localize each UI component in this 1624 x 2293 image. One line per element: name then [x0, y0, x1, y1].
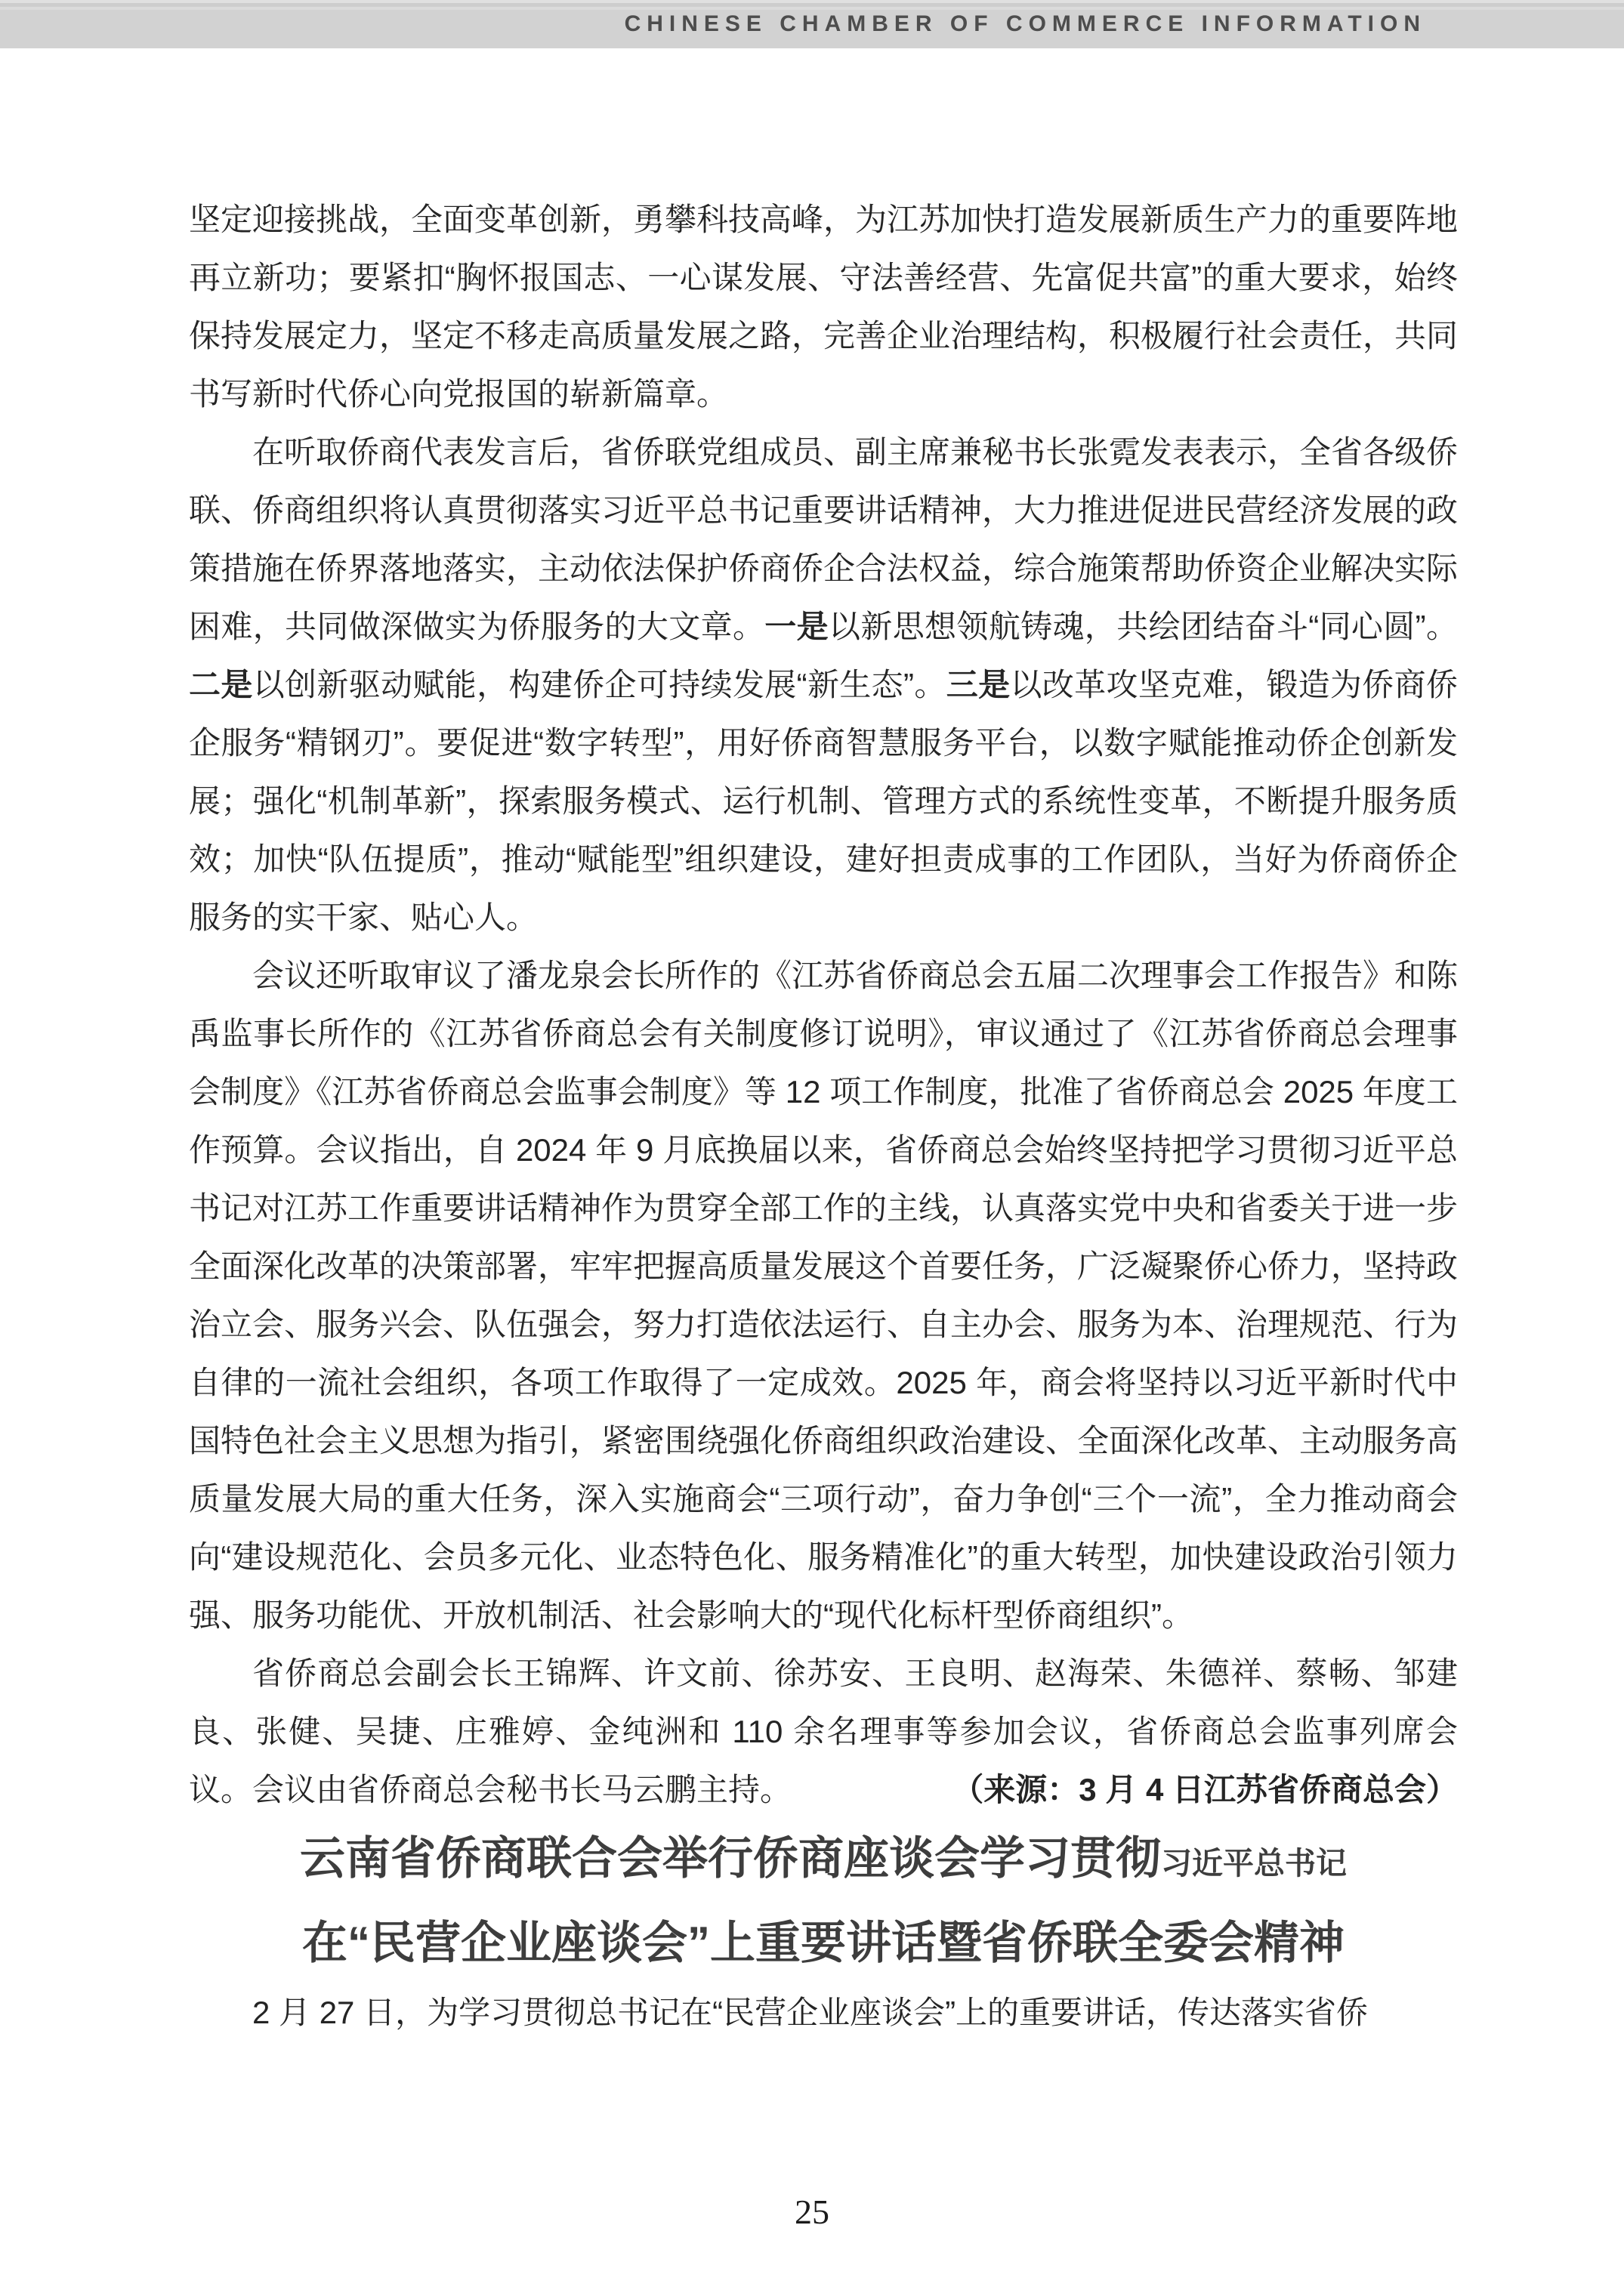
title-small-text: 习近平总书记 — [1161, 1846, 1347, 1881]
paragraph-continuation: 坚定迎接挑战，全面变革创新，勇攀科技高峰，为江苏加快打造发展新质生产力的重要阵地再立新功；要紧扣“胸怀报国志、一心谋发展、守法善经营、先富促共富”的重大要求，始终保持发展定力，坚定不移走高质量发展之路，完善企业治理结构，积极履行社会责任，共同书写新时代侨心向党报国的崭新篇章。 — [189, 202, 1459, 412]
text-run: 省侨商总会副会长王锦辉、许文前、徐苏安、王良明、赵海荣、朱德祥、蔡畅、邹建良、张健、吴捷、庄雅婷、金纯洲和 110 余名理事等参加会议，省侨商总会监事列席会议。会议由省侨商总会秘书长马云鹏主持。 — [189, 1656, 1458, 1807]
text-run: 以新思想领航铸魂，共绘团结奋斗“同心圆”。 — [829, 609, 1458, 644]
article2-title-line2: 在“民营企业座谈会”上重要讲话暨省侨联全委会精神 — [302, 1918, 1345, 1968]
article-body — [189, 190, 1458, 2041]
paragraph-meeting-report: 会议还听取审议了潘龙泉会长所作的《江苏省侨商总会五届二次理事会工作报告》和陈禹监事长所作的《江苏省侨商总会有关制度修订说明》，审议通过了《江苏省侨商总会理事会制度》《江苏省侨商总会监事会制度》等 12 项工作制度，批准了省侨商总会 2025 年度工作预算。会议指出，自 2024 年 9 月底换届以来，省侨商总会始终坚持把学习贯彻习近平总书记对江苏工作重要讲话精神作为贯穿全部工作的主线，认真落实党中央和省委关于进一步全面深化改革的决策部署，牢牢把握高质量发展这个首要任务，广泛凝聚侨心侨力，坚持政治立会、服务兴会、队伍强会，努力打造依法运行、自主办会、服务为本、治理规范、行为自律的一流社会组织，各项工作取得了一定成效。2025 年，商会将坚持以习近平新时代中国特色社会主义思想为指引，紧密围绕强化侨商组织政治建设、全面深化改革、主动服务高质量发展大局的重大任务，深入实施商会“三项行动”，奋力争创“三个一流”，全力推动商会向“建设规范化、会员多元化、业态特色化、服务精准化”的重大转型，加快建设政治引领力强、服务功能优、开放机制活、社会影响大的“现代化标杆型侨商组织”。 — [189, 958, 1459, 1633]
banner-stripe-band — [0, 0, 1624, 10]
text-run-emphasis: 一是 — [764, 609, 829, 644]
paragraph-speech — [189, 423, 1458, 946]
text-run-emphasis: 二是 — [189, 667, 253, 702]
stripe-line — [0, 7, 1624, 10]
article2-first-paragraph: 2 月 27 日，为学习贯彻总书记在“民营企业座谈会”上的重要讲话，传达落实省侨 — [252, 1995, 1369, 2030]
paragraph-attendees — [189, 1644, 1458, 1819]
text-run: 以改革攻坚克难，锻造为侨商侨企服务“精钢刃”。要促进“数字转型”，用好侨商智慧服务平台，以数字赋能推动侨企创新发展；强化“机制革新”，探索服务模式、运行机制、管理方式的系统性变革，不断提升服务质效；加快“队伍提质”，推动“赋能型”组织建设，建好担责成事的工作团队，当好为侨商侨企服务的实干家、贴心人。 — [189, 667, 1458, 935]
text-run-emphasis: 三是 — [946, 667, 1011, 702]
text-run: 在听取侨商代表发言后，省侨联党组成员、副主席兼秘书长张霓发表表示，全省各级侨联、侨商组织将认真贯彻落实习近平总书记重要讲话精神，大力推进促进民营经济发展的政策措施在侨界落地落实，主动依法保护侨商侨企合法权益，综合施策帮助侨资企业解决实际困难，共同做深做实为侨服务的大文章。 — [189, 434, 1459, 644]
page-number: 25 — [795, 2193, 829, 2231]
source-note: （来源：3 月 4 日江苏省侨商总会） — [952, 1772, 1458, 1807]
article2-title-line1 — [189, 1819, 1458, 1903]
banner-title: CHINESE CHAMBER OF COMMERCE INFORMATION — [624, 11, 1426, 36]
title-main-text: 云南省侨商联合会举行侨商座谈会学习贯彻 — [300, 1833, 1161, 1884]
text-run: 以创新驱动赋能，构建侨企可持续发展“新生态”。 — [252, 667, 946, 702]
